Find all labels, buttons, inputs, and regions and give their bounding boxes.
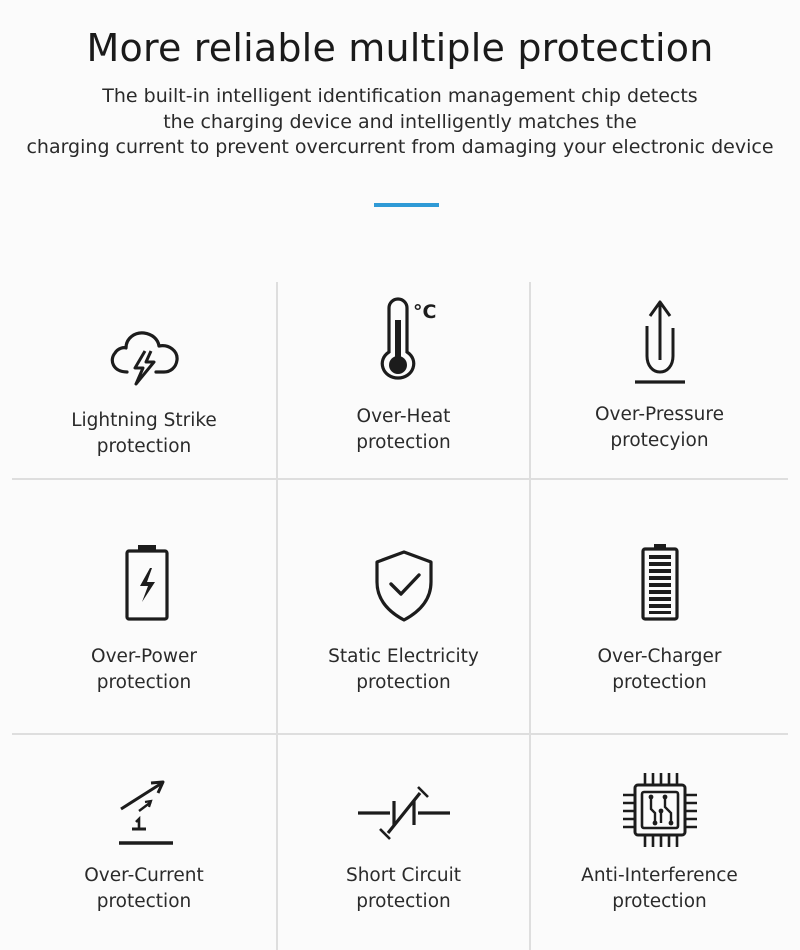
battery-bolt-icon — [99, 538, 189, 628]
feature-short-circuit — [278, 735, 529, 950]
feature-subtitle: protecyion — [610, 430, 709, 451]
feature-title: Lightning Strike — [71, 410, 217, 431]
feature-label — [346, 863, 461, 915]
feature-title: Over-Current — [84, 865, 204, 886]
feature-over-current — [12, 735, 276, 950]
description-line: The built-in intelligent identification management chip detects — [102, 85, 698, 107]
battery-full-icon — [615, 538, 705, 628]
feature-subtitle: protection — [96, 672, 192, 693]
feature-title: Anti-Interference — [581, 865, 738, 886]
feature-static-electricity — [278, 480, 529, 733]
feature-label — [581, 863, 738, 915]
feature-label — [595, 402, 724, 454]
feature-label — [598, 644, 722, 696]
over-current-icon — [99, 769, 189, 859]
feature-title: Static Electricity — [328, 646, 479, 667]
page-title: More reliable multiple protection — [86, 26, 714, 70]
feature-anti-interference — [531, 735, 788, 950]
feature-title: Over-Heat — [356, 406, 451, 427]
chip-icon — [615, 765, 705, 855]
feature-title: Over-Power — [91, 646, 197, 667]
shield-check-icon — [359, 540, 449, 630]
feature-over-pressure — [531, 282, 788, 478]
feature-label — [84, 863, 203, 915]
feature-subtitle: protection — [96, 436, 192, 457]
feature-subtitle: protection — [356, 672, 451, 693]
feature-subtitle: protection — [356, 891, 451, 912]
lightning-cloud-icon — [99, 310, 189, 400]
description-line: charging current to prevent overcurrent from damaging your electronic device — [26, 136, 774, 158]
features-grid — [12, 282, 788, 950]
feature-over-power — [12, 480, 276, 733]
feature-subtitle: protection — [356, 432, 451, 453]
feature-lightning-strike — [12, 282, 276, 478]
feature-label — [328, 644, 479, 696]
accent-divider — [374, 203, 439, 207]
thermometer-unit: °C — [412, 301, 436, 323]
feature-subtitle: protection — [612, 672, 707, 693]
feature-label — [71, 408, 217, 460]
feature-over-charger — [531, 480, 788, 733]
description — [0, 84, 800, 161]
thermometer-icon — [359, 292, 449, 382]
feature-title: Over-Charger — [597, 646, 722, 667]
description-line: the charging device and intelligently matches the — [163, 110, 637, 133]
pressure-arrow-icon — [615, 294, 705, 384]
feature-title: Over-Pressure — [595, 404, 724, 425]
feature-label — [356, 404, 451, 456]
feature-subtitle: protection — [96, 891, 192, 912]
feature-subtitle: protection — [612, 891, 707, 912]
feature-title: Short Circuit — [345, 865, 462, 886]
feature-label — [91, 644, 197, 696]
feature-over-heat — [278, 282, 529, 478]
short-circuit-icon — [354, 769, 454, 859]
